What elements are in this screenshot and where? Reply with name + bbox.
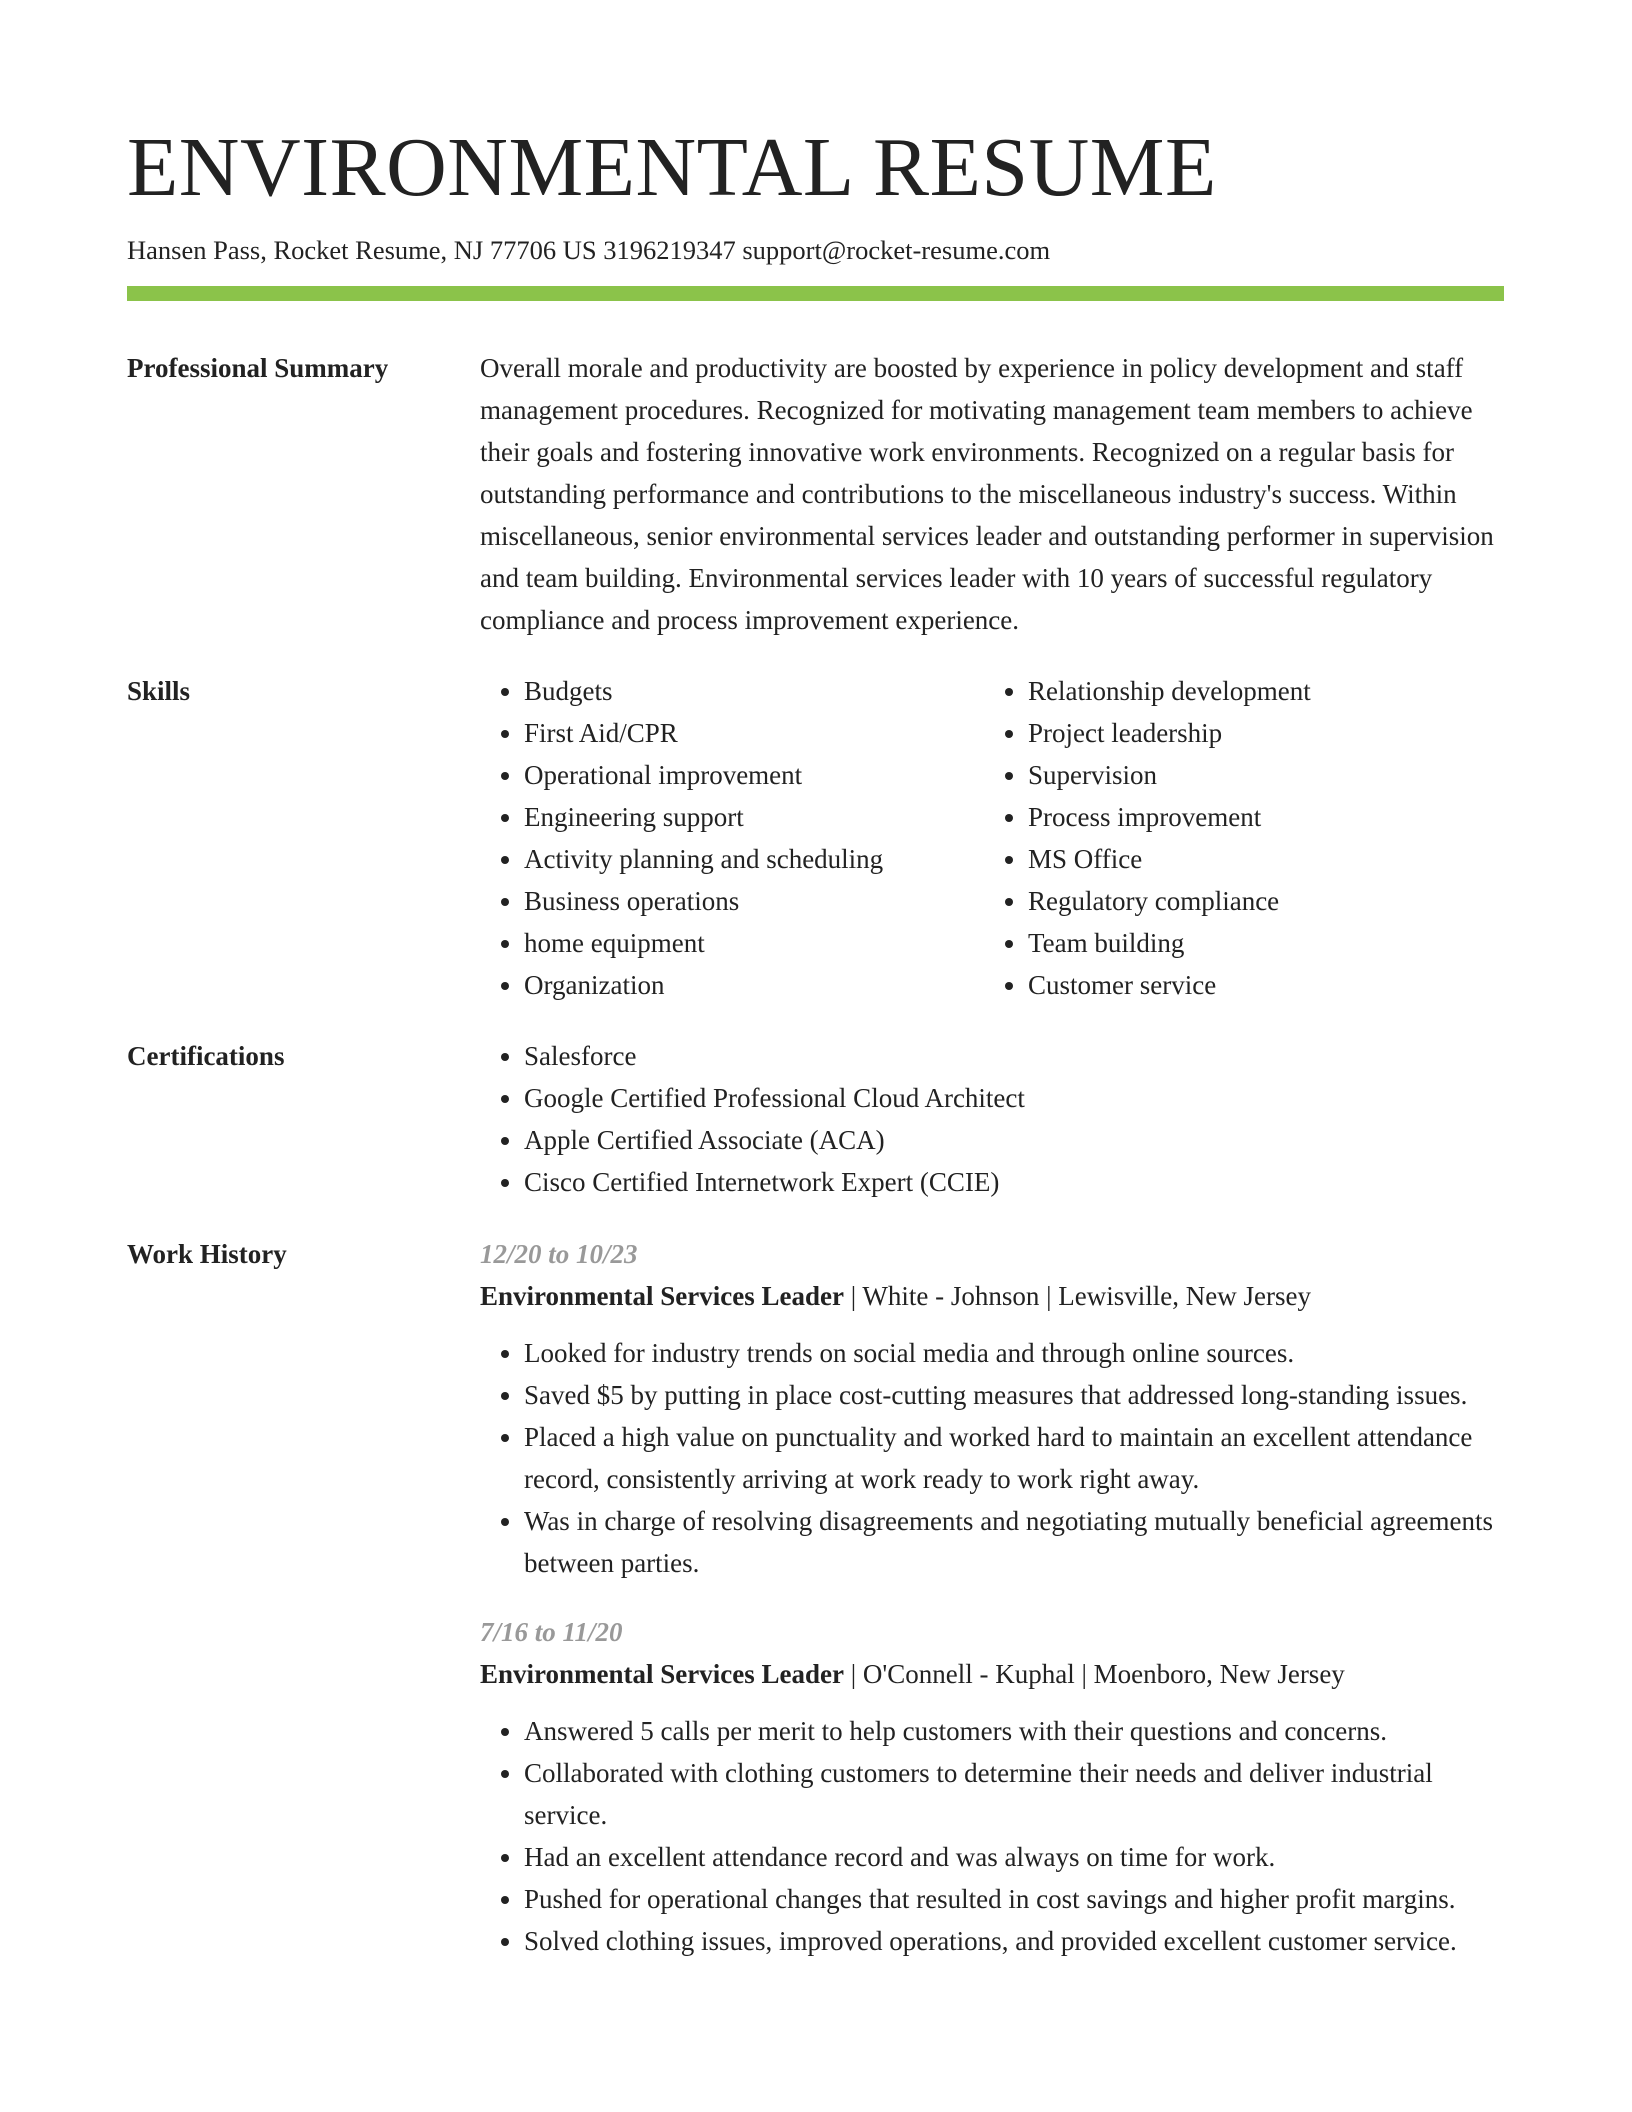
skill-item: • Team building [1028,922,1488,964]
summary-label: Professional Summary [127,353,389,383]
skills-body [480,670,1506,1006]
skill-item: • Regulatory compliance [1028,880,1488,922]
skills-list-right [984,670,1488,1006]
skill-item: • Project leadership [1028,712,1488,754]
job-bullet: • Had an excellent attendance record and was always on time for work. [524,1836,1506,1878]
job-dates: 12/20 to 10/23 [480,1239,638,1269]
job-bullet: • Pushed for operational changes that resulted in cost savings and higher profit margins. [524,1878,1506,1920]
job-title: Environmental Services Leader [480,1281,844,1311]
skill-item: • Relationship development [1028,670,1488,712]
job-bullet: • Answered 5 calls per merit to help customers with their questions and concerns. [524,1710,1506,1752]
skill-item: • Activity planning and scheduling [524,838,984,880]
skill-item: • home equipment [524,922,984,964]
job-title: Environmental Services Leader [480,1659,844,1689]
certification-item: • Salesforce [524,1035,1506,1077]
skill-item: • Engineering support [524,796,984,838]
job-entry [480,1233,1506,1584]
skills-column-right [984,670,1488,1006]
summary-text: Overall morale and productivity are boosted by experience in policy development and staff management procedures. Recognized for motivating management team members to achieve their goals and fostering innovative work environments. Recognized on a regular basis for outstanding performance and contributions to the miscellaneous industry's success. Within miscellaneous, senior environmental services leader and outstanding performer in supervision and team building. Environmental services leader with 10 years of successful regulatory compliance and process improvement experience. [480,353,1494,635]
job-entry [480,1611,1506,1962]
job-bullet: • Placed a high value on punctuality and worked hard to maintain an excellent attendance record, consistently arriving at work ready to work right away. [524,1416,1506,1500]
job-dates: 7/16 to 11/20 [480,1617,623,1647]
job-company-location: | White - Johnson | Lewisville, New Jersey [843,1281,1311,1311]
skill-item: • Supervision [1028,754,1488,796]
job-company-location: | O'Connell - Kuphal | Moenboro, New Jersey [843,1659,1345,1689]
accent-divider [127,286,1504,301]
job-bullet: • Saved $5 by putting in place cost-cutting measures that addressed long-standing issues. [524,1374,1506,1416]
certification-item: • Google Certified Professional Cloud Architect [524,1077,1506,1119]
job-bullets [480,1332,1506,1584]
certifications-list [480,1035,1506,1203]
certifications-body [480,1035,1506,1203]
job-bullet: • Was in charge of resolving disagreements and negotiating mutually beneficial agreements between parties. [524,1500,1506,1584]
certification-item: • Apple Certified Associate (ACA) [524,1119,1506,1161]
work-history-body [480,1233,1506,1962]
skill-item: • Organization [524,964,984,1006]
job-heading [480,1275,1506,1317]
certification-item: • Cisco Certified Internetwork Expert (CCIE) [524,1161,1506,1203]
work-history-label: Work History [127,1239,287,1269]
skill-item: • Operational improvement [524,754,984,796]
job-bullet: • Solved clothing issues, improved operations, and provided excellent customer service. [524,1920,1506,1962]
summary-body [480,347,1506,641]
skills-grid [480,670,1506,1006]
skills-list-left [480,670,984,1006]
job-bullets [480,1710,1506,1962]
job-heading [480,1653,1506,1695]
skills-column-left [480,670,984,1006]
skill-item: • Process improvement [1028,796,1488,838]
skill-item: • Budgets [524,670,984,712]
job-bullet: • Collaborated with clothing customers to determine their needs and deliver industrial service. [524,1752,1506,1836]
skill-item: • MS Office [1028,838,1488,880]
certifications-label: Certifications [127,1041,285,1071]
contact-line: Hansen Pass, Rocket Resume, NJ 77706 US 3196219347 support@rocket-resume.com [127,235,1051,265]
skill-item: • Business operations [524,880,984,922]
skills-label: Skills [127,676,191,706]
skill-item: • First Aid/CPR [524,712,984,754]
resume-title: ENVIRONMENTAL RESUME [127,121,1217,214]
skill-item: • Customer service [1028,964,1488,1006]
job-bullet: • Looked for industry trends on social media and through online sources. [524,1332,1506,1374]
